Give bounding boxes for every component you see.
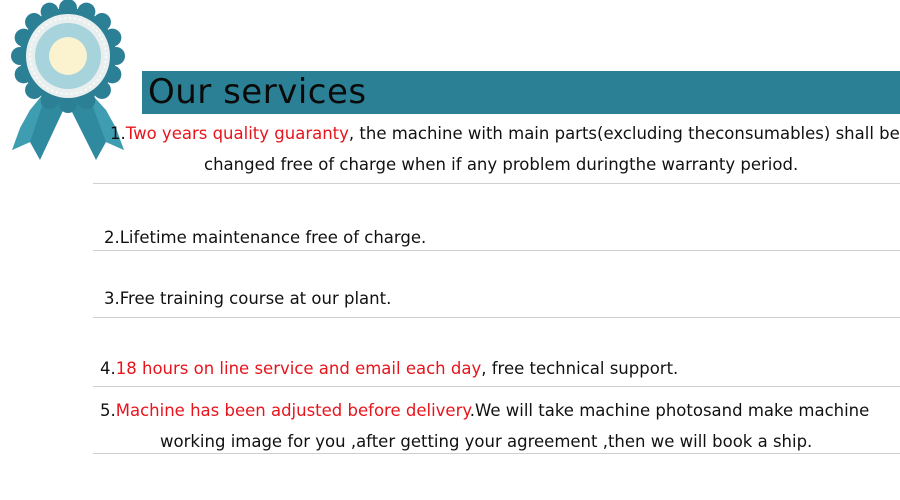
service-5-text: .We will take machine photosand make machine — [469, 401, 870, 420]
service-5-highlight: Machine has been adjusted before delivery — [115, 401, 470, 420]
service-1-text: , the machine with main parts(excluding theconsumables) shall be — [348, 124, 900, 143]
divider — [93, 453, 900, 454]
service-4 — [100, 359, 678, 379]
service-1-highlight: Two years quality guaranty — [125, 124, 349, 143]
service-1-line-2: changed free of charge when if any problem duringthe warranty period. — [204, 155, 799, 174]
divider — [93, 250, 900, 251]
service-5-line-1 — [100, 401, 869, 421]
service-3: 3.Free training course at our plant. — [104, 289, 392, 308]
page-title: Our services — [148, 72, 367, 112]
service-4-highlight: 18 hours on line service and email each day — [115, 359, 482, 378]
service-4-number: 4. — [100, 359, 116, 378]
divider — [93, 386, 900, 387]
divider — [93, 317, 900, 318]
service-5-number: 5. — [100, 401, 116, 420]
service-1-line-1 — [110, 124, 900, 144]
divider — [93, 183, 900, 184]
service-4-text: , free technical support. — [481, 359, 679, 378]
service-1-number: 1. — [110, 124, 126, 143]
service-2: 2.Lifetime maintenance free of charge. — [104, 228, 427, 247]
service-5-line-2: working image for you ,after getting your agreement ,then we will book a ship. — [160, 432, 813, 451]
